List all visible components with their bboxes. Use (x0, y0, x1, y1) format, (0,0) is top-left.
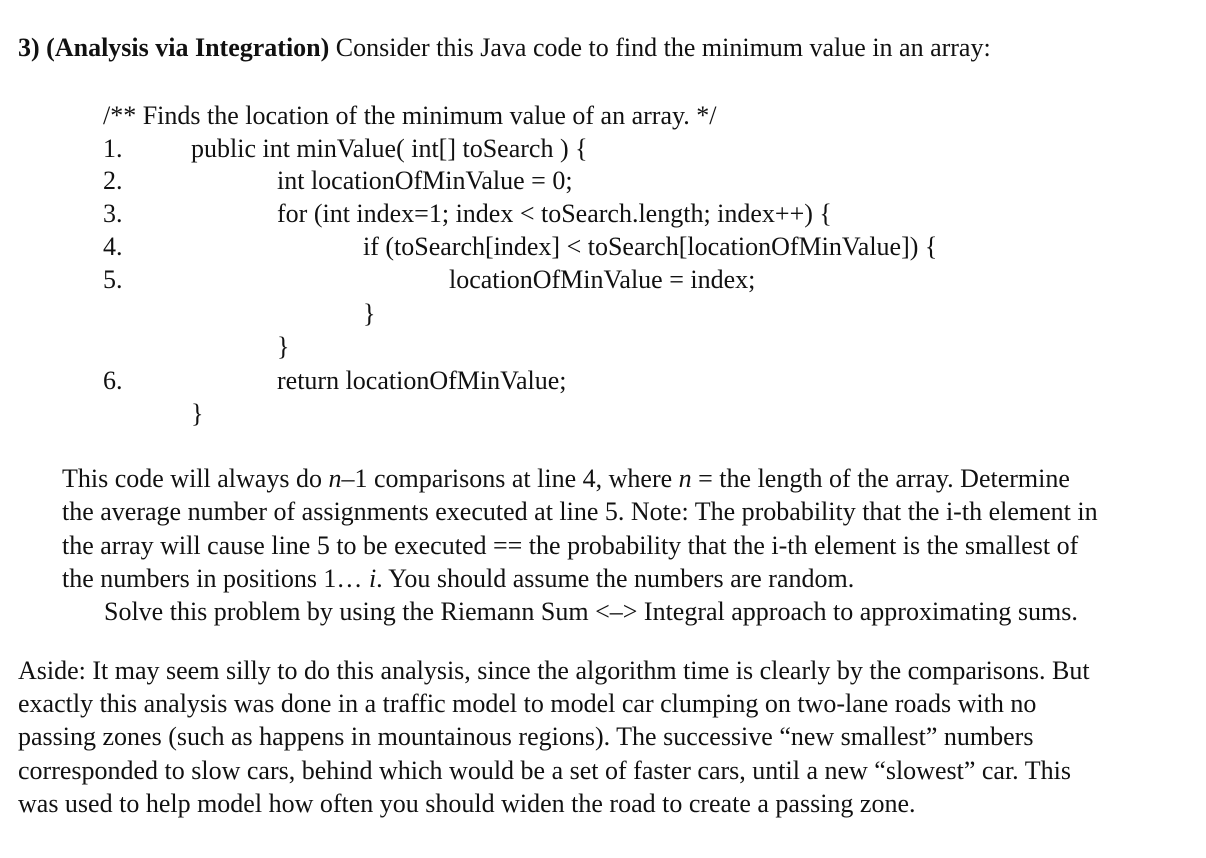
code-line-number: 1. (103, 134, 123, 163)
code-line-number: 4. (103, 232, 123, 261)
code-line: locationOfMinValue = index; (449, 265, 756, 294)
code-line-number: 6. (103, 366, 123, 395)
paragraph-line: the average number of assignments executed at line 5. Note: The probability that the i-th element in (62, 497, 1098, 526)
code-line: int locationOfMinValue = 0; (277, 166, 573, 195)
aside-line: exactly this analysis was done in a traffic model to model car clumping on two-lane roads with no (18, 689, 1037, 718)
code-line-number: 2. (103, 166, 123, 195)
paragraph-line: Solve this problem by using the Riemann Sum <–> Integral approach to approximating sums. (104, 597, 1078, 626)
aside-line: passing zones (such as happens in mountainous regions). The successive “new smallest” numbers (18, 722, 1034, 751)
code-line: return locationOfMinValue; (277, 366, 567, 395)
code-comment: /** Finds the location of the minimum value of an array. */ (103, 101, 717, 130)
aside-line: corresponded to slow cars, behind which would be a set of faster cars, until a new “slowest” car. This (18, 756, 1071, 785)
aside-line: Aside: It may seem silly to do this analysis, since the algorithm time is clearly by the comparisons. But (18, 656, 1090, 685)
paragraph-line: the numbers in positions 1… i. You should assume the numbers are random. (62, 564, 855, 593)
paragraph-line: This code will always do n–1 comparisons at line 4, where n = the length of the array. Determine (62, 464, 1070, 493)
code-line-number: 5. (103, 265, 123, 294)
code-line: public int minValue( int[] toSearch ) { (191, 134, 588, 163)
code-line: for (int index=1; index < toSearch.length; index++) { (277, 199, 832, 228)
code-closing-brace: } (363, 299, 376, 328)
problem-number: 3) (18, 33, 40, 62)
problem-heading (18, 33, 991, 63)
aside-line: was used to help model how often you should widen the road to create a passing zone. (18, 789, 916, 818)
problem-intro: Consider this Java code to find the minimum value in an array: (329, 33, 991, 62)
paragraph-line: the array will cause line 5 to be executed == the probability that the i-th element is the smallest of (62, 531, 1079, 560)
code-line: if (toSearch[index] < toSearch[locationOfMinValue]) { (363, 232, 938, 261)
code-line-number: 3. (103, 199, 123, 228)
code-closing-brace: } (277, 332, 290, 361)
problem-title: (Analysis via Integration) (46, 33, 330, 62)
code-closing-brace: } (191, 399, 204, 428)
